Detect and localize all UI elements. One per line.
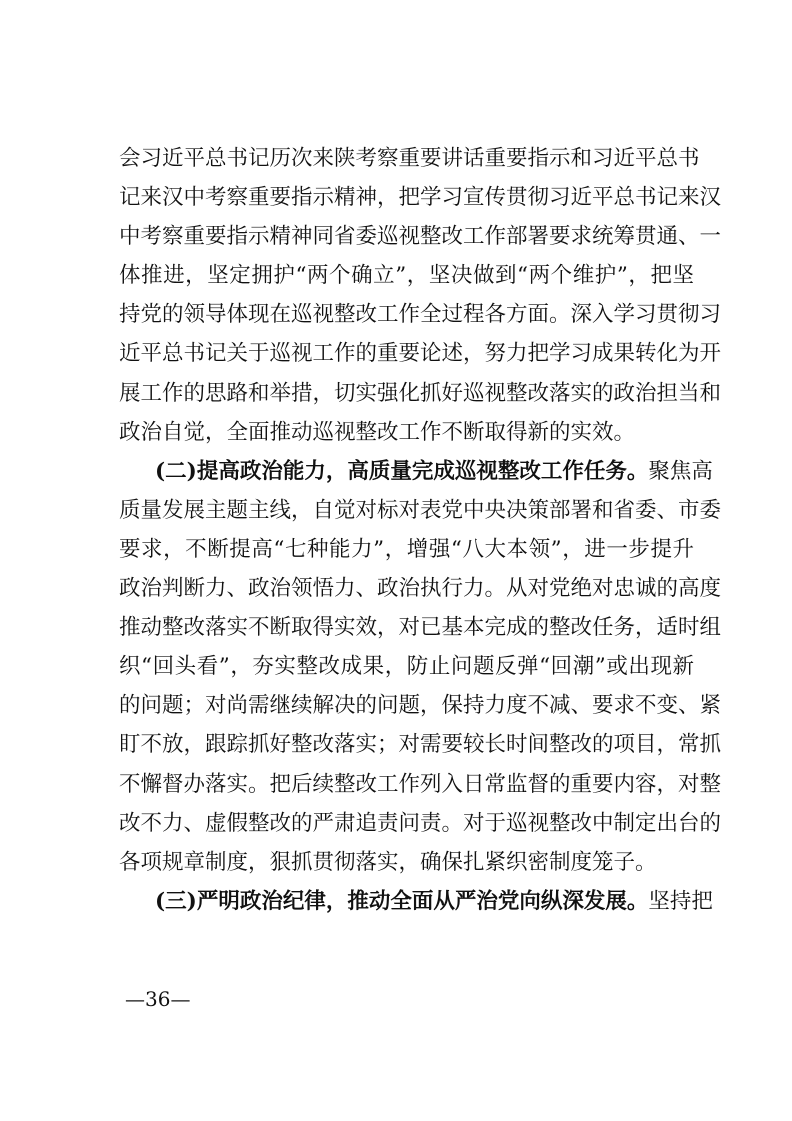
section-heading-3: (三)严明政治纪律，推动全面从严治党向纵深发展。 — [155, 888, 649, 914]
text-line: 展工作的思路和举措，切实强化抓好巡视整改落实的政治担当和 — [119, 380, 722, 406]
page-number: —36— — [125, 987, 191, 1011]
text-line: 持党的领导体现在巡视整改工作全过程各方面。深入学习贯彻习 — [119, 302, 722, 328]
text-line: 不懈督办落实。把后续整改工作列入日常监督的重要内容，对整 — [119, 771, 722, 797]
paragraph-1 — [119, 139, 722, 452]
text-line: 中考察重要指示精神同省委巡视整改工作部署要求统筹贯通、一 — [119, 224, 722, 250]
text-line: 要求，不断提高“七种能力”，增强“八大本领”，进一步提升 — [119, 536, 694, 562]
paragraph-2 — [119, 452, 722, 882]
text-line: 改不力、虚假整改的严肃追责问责。对于巡视整改中制定出台的 — [119, 810, 722, 836]
heading-line — [119, 452, 713, 491]
text-line: 会习近平总书记历次来陕考察重要讲话重要指示和习近平总书 — [119, 146, 700, 171]
text-line: 体推进，坚定拥护“两个确立”，坚决做到“两个维护”，把坚 — [119, 263, 694, 289]
heading-line-rest: 坚持把 — [648, 888, 713, 914]
body-text — [119, 139, 722, 921]
text-line: 推动整改落实不断取得实效，对已基本完成的整改任务，适时组 — [119, 615, 722, 641]
heading-line-rest: 聚焦高 — [648, 458, 713, 484]
text-line: 盯不放，跟踪抓好整改落实；对需要较长时间整改的项目，常抓 — [119, 732, 722, 758]
text-line: 近平总书记关于巡视工作的重要论述，努力把学习成果转化为开 — [119, 341, 722, 367]
section-heading-2: (二)提高政治能力，高质量完成巡视整改工作任务。 — [155, 458, 649, 484]
paragraph-3 — [119, 882, 713, 921]
heading-line — [119, 882, 713, 921]
text-line: 各项规章制度，狠抓贯彻落实，确保扎紧织密制度笼子。 — [119, 849, 657, 875]
text-line: 记来汉中考察重要指示精神，把学习宣传贯彻习近平总书记来汉 — [119, 185, 722, 211]
text-line: 质量发展主题主线，自觉对标对表党中央决策部署和省委、市委 — [119, 497, 722, 523]
text-line: 政治判断力、政治领悟力、政治执行力。从对党绝对忠诚的高度 — [119, 576, 722, 602]
text-line: 政治自觉，全面推动巡视整改工作不断取得新的实效。 — [119, 419, 636, 445]
text-line: 织“回头看”，夯实整改成果，防止问题反弹“回潮”或出现新 — [119, 654, 694, 680]
text-line: 的问题；对尚需继续解决的问题，保持力度不减、要求不变、紧 — [119, 693, 722, 719]
